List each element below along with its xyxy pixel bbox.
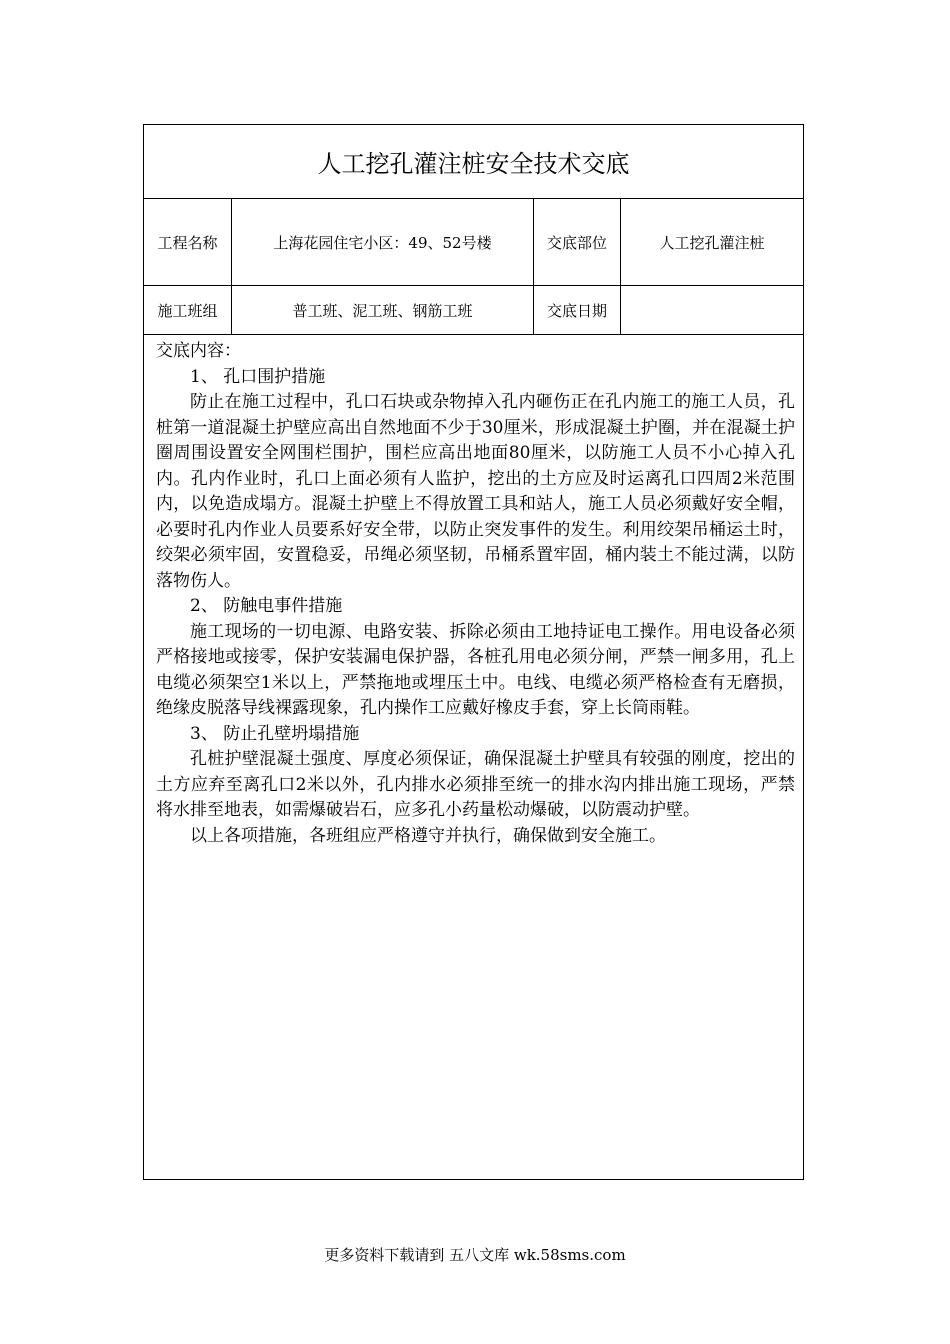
form-title: 人工挖孔灌注桩安全技术交底	[144, 125, 803, 199]
section-2-text: 施工现场的一切电源、电路安装、拆除必须由工地持证电工操作。用电设备必须严格接地或接零，保护安装漏电保护器，各桩孔用电必须分闸，严禁一闸多用，孔上电缆必须架空1米以上，严禁拖地或埋压土中。电线、电缆必须严格检查有无磨损，绝缘皮脱落导线裸露现象，孔内操作工应戴好橡皮手套，穿上长筒雨鞋。	[156, 621, 795, 718]
closing-statement: 以上各项措施，各班组应严格遵守并执行，确保做到安全施工。	[190, 825, 666, 846]
footer-note: 更多资料下载请到 五八文库 wk.58sms.com	[324, 1246, 626, 1264]
team-label: 施工班组	[144, 286, 232, 334]
project-name-label: 工程名称	[144, 199, 232, 285]
info-row-project	[144, 199, 803, 286]
section-1-text: 防止在施工过程中，孔口石块或杂物掉入孔内砸伤正在孔内施工的施工人员，孔桩第一道混凝土护壁应高出自然地面不少于30厘米，形成混凝土护圈，并在混凝土护圈周围设置安全网围栏围护，围栏应高出地面80厘米，以防施工人员不小心掉入孔内。孔内作业时，孔口上面必须有人监护，挖出的土方应及时运离孔口四周2米范围内，以免造成塌方。混凝土护壁上不得放置工具和站人，施工人员必须戴好安全帽，必要时孔内作业人员要系好安全带，以防止突发事件的发生。利用绞架吊桶运土时，绞架必须牢固，安置稳妥，吊绳必须坚韧，吊桶系置牢固，桶内装土不能过满，以防落物伤人。	[156, 392, 795, 591]
section-3-text: 孔桩护壁混凝土强度、厚度必须保证，确保混凝土护壁具有较强的刚度，挖出的土方应弃至离孔口2米以外，孔内排水必须排至统一的排水沟内排出施工现场，严禁将水排至地表，如需爆破岩石，应多孔小药量松动爆破，以防震动护壁。	[156, 749, 795, 820]
content-label: 交底内容：	[156, 341, 241, 361]
section-2-heading: 2、 防触电事件措施	[190, 596, 343, 616]
section-3-heading: 3、 防止孔壁坍塌措施	[190, 723, 360, 744]
info-row-team	[144, 286, 803, 335]
handover-content	[144, 335, 803, 849]
project-name-value: 上海花园住宅小区：49、52号楼	[232, 199, 534, 285]
handover-part-label: 交底部位	[534, 199, 621, 285]
handover-form	[143, 124, 804, 1180]
section-1-heading: 1、 孔口围护措施	[190, 366, 326, 387]
team-value: 普工班、泥工班、钢筋工班	[232, 286, 534, 334]
handover-date-value	[621, 286, 803, 334]
handover-date-label: 交底日期	[534, 286, 621, 334]
handover-part-value: 人工挖孔灌注桩	[659, 233, 765, 252]
